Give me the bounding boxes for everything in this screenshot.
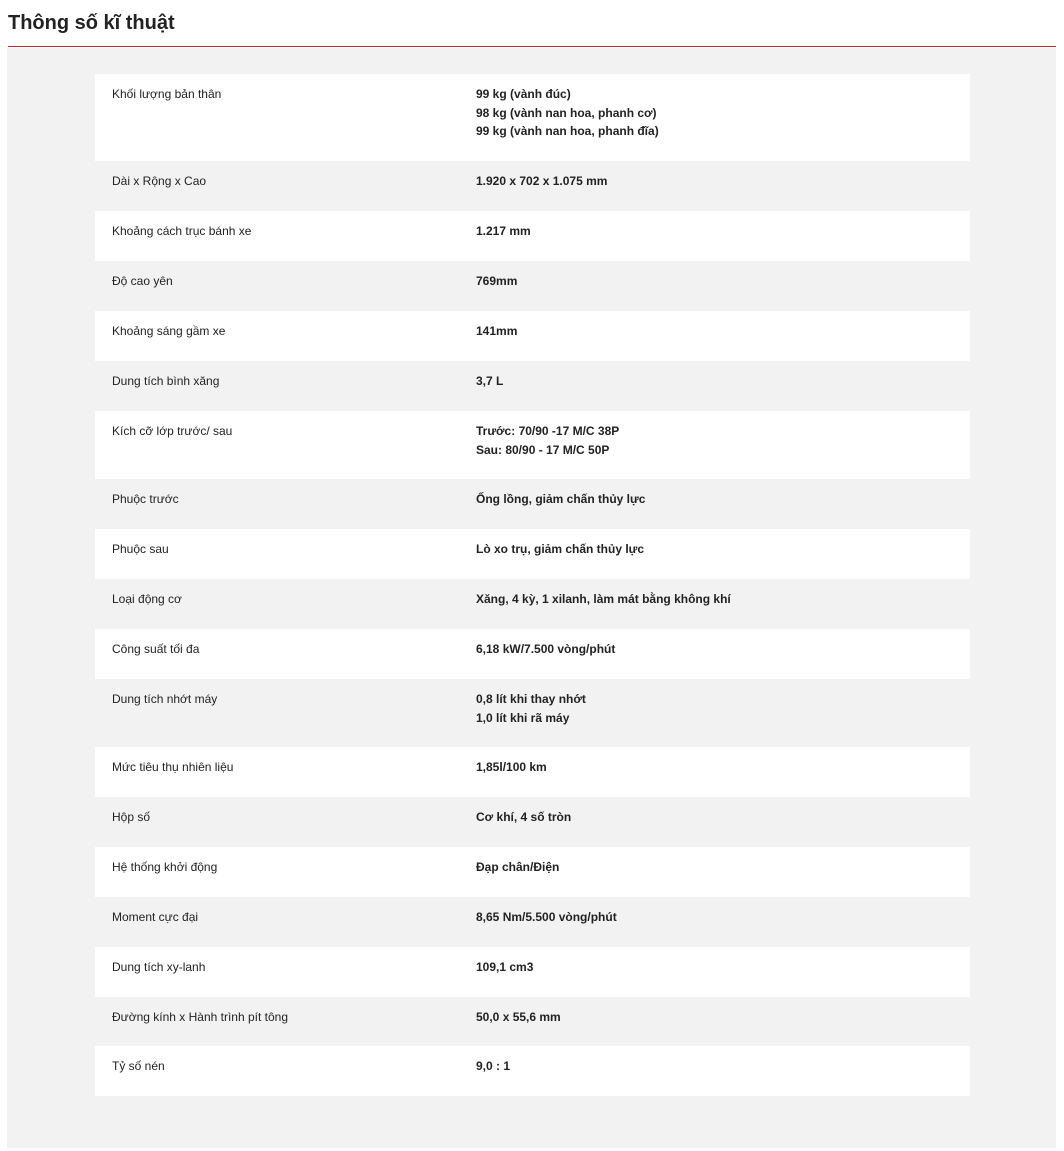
spec-row	[95, 579, 970, 629]
spec-value	[476, 372, 953, 411]
spec-label: Hệ thống khởi động	[112, 860, 218, 874]
spec-label: Công suất tối đa	[112, 642, 200, 656]
spec-value	[476, 422, 953, 479]
spec-row	[95, 311, 970, 361]
spec-value	[476, 690, 953, 747]
spec-row	[95, 1046, 970, 1096]
spec-row	[95, 897, 970, 947]
spec-label: Loại động cơ	[112, 592, 182, 606]
spec-label: Mức tiêu thụ nhiên liệu	[112, 760, 234, 774]
spec-row	[95, 411, 970, 479]
spec-value-line: Cơ khí, 4 số tròn	[476, 810, 572, 824]
spec-value-line: 99 kg (vành nan hoa, phanh đĩa)	[476, 124, 659, 138]
spec-label: Kích cỡ lớp trước/ sau	[112, 424, 233, 438]
spec-value	[476, 540, 953, 579]
spec-value-line: 141mm	[476, 324, 518, 338]
spec-row	[95, 74, 970, 161]
spec-row	[95, 479, 970, 529]
spec-value-line: Trước: 70/90 -17 M/C 38P	[476, 424, 620, 438]
spec-label: Phuộc trước	[112, 492, 179, 506]
spec-row	[95, 529, 970, 579]
spec-value-line: 0,8 lít khi thay nhớt	[476, 692, 586, 706]
spec-value-line: 1,0 lít khi rã máy	[476, 710, 570, 725]
spec-value-line: Sau: 80/90 - 17 M/C 50P	[476, 442, 610, 457]
spec-value	[476, 322, 953, 361]
spec-value-line: 1,85l/100 km	[476, 760, 547, 774]
spec-label: Moment cực đại	[112, 910, 199, 924]
spec-value	[476, 858, 953, 897]
spec-value	[476, 222, 953, 261]
spec-row	[95, 847, 970, 897]
spec-value-line: 8,65 Nm/5.500 vòng/phút	[476, 910, 617, 924]
spec-value-line: Ống lồng, giảm chấn thủy lực	[476, 492, 646, 506]
spec-label: Hộp số	[112, 810, 151, 824]
spec-label: Dung tích bình xăng	[112, 374, 220, 388]
spec-label: Đường kính x Hành trình pít tông	[112, 1010, 288, 1024]
spec-label: Khối lượng bản thân	[112, 87, 222, 101]
spec-row	[95, 947, 970, 997]
spec-value	[476, 85, 953, 161]
spec-row	[95, 747, 970, 797]
spec-row	[95, 797, 970, 847]
spec-row	[95, 211, 970, 261]
spec-panel	[7, 48, 1056, 1148]
spec-row	[95, 361, 970, 411]
spec-table	[95, 74, 970, 1096]
spec-row	[95, 161, 970, 211]
spec-value-line: 98 kg (vành nan hoa, phanh cơ)	[476, 105, 657, 120]
spec-label: Khoảng cách trục bánh xe	[112, 224, 252, 238]
spec-value-line: 109,1 cm3	[476, 960, 534, 974]
spec-label: Dung tích xy-lanh	[112, 960, 206, 974]
spec-value	[476, 908, 953, 947]
spec-label: Dài x Rộng x Cao	[112, 174, 207, 188]
spec-value	[476, 272, 953, 311]
spec-value-line: 50,0 x 55,6 mm	[476, 1010, 561, 1024]
spec-value	[476, 958, 953, 997]
spec-value	[476, 1008, 953, 1046]
spec-value-line: Lò xo trụ, giảm chấn thủy lực	[476, 542, 645, 556]
page-title: Thông số kĩ thuật	[8, 12, 175, 34]
page-header	[8, 0, 1056, 47]
spec-value	[476, 758, 953, 797]
spec-value	[476, 808, 953, 847]
spec-label: Phuộc sau	[112, 542, 169, 556]
spec-value-line: 3,7 L	[476, 374, 504, 388]
spec-value	[476, 640, 953, 679]
spec-value-line: 9,0 : 1	[476, 1059, 511, 1073]
spec-row	[95, 261, 970, 311]
spec-value-line: 99 kg (vành đúc)	[476, 87, 571, 101]
spec-value-line: Đạp chân/Điện	[476, 860, 560, 874]
spec-value-line: 6,18 kW/7.500 vòng/phút	[476, 642, 616, 656]
spec-value	[476, 172, 953, 211]
spec-value	[476, 1057, 953, 1096]
spec-row	[95, 997, 970, 1046]
spec-label: Khoảng sáng gầm xe	[112, 324, 226, 338]
spec-value-line: Xăng, 4 kỳ, 1 xilanh, làm mát bằng không khí	[476, 592, 731, 606]
spec-label: Dung tích nhớt máy	[112, 692, 218, 706]
spec-value	[476, 490, 953, 529]
spec-value-line: 1.920 x 702 x 1.075 mm	[476, 174, 608, 188]
spec-value-line: 1.217 mm	[476, 224, 531, 238]
spec-value	[476, 590, 953, 629]
spec-row	[95, 679, 970, 747]
spec-row	[95, 629, 970, 679]
spec-label: Tỷ số nén	[112, 1059, 165, 1073]
spec-label: Độ cao yên	[112, 274, 173, 288]
spec-value-line: 769mm	[476, 274, 518, 288]
